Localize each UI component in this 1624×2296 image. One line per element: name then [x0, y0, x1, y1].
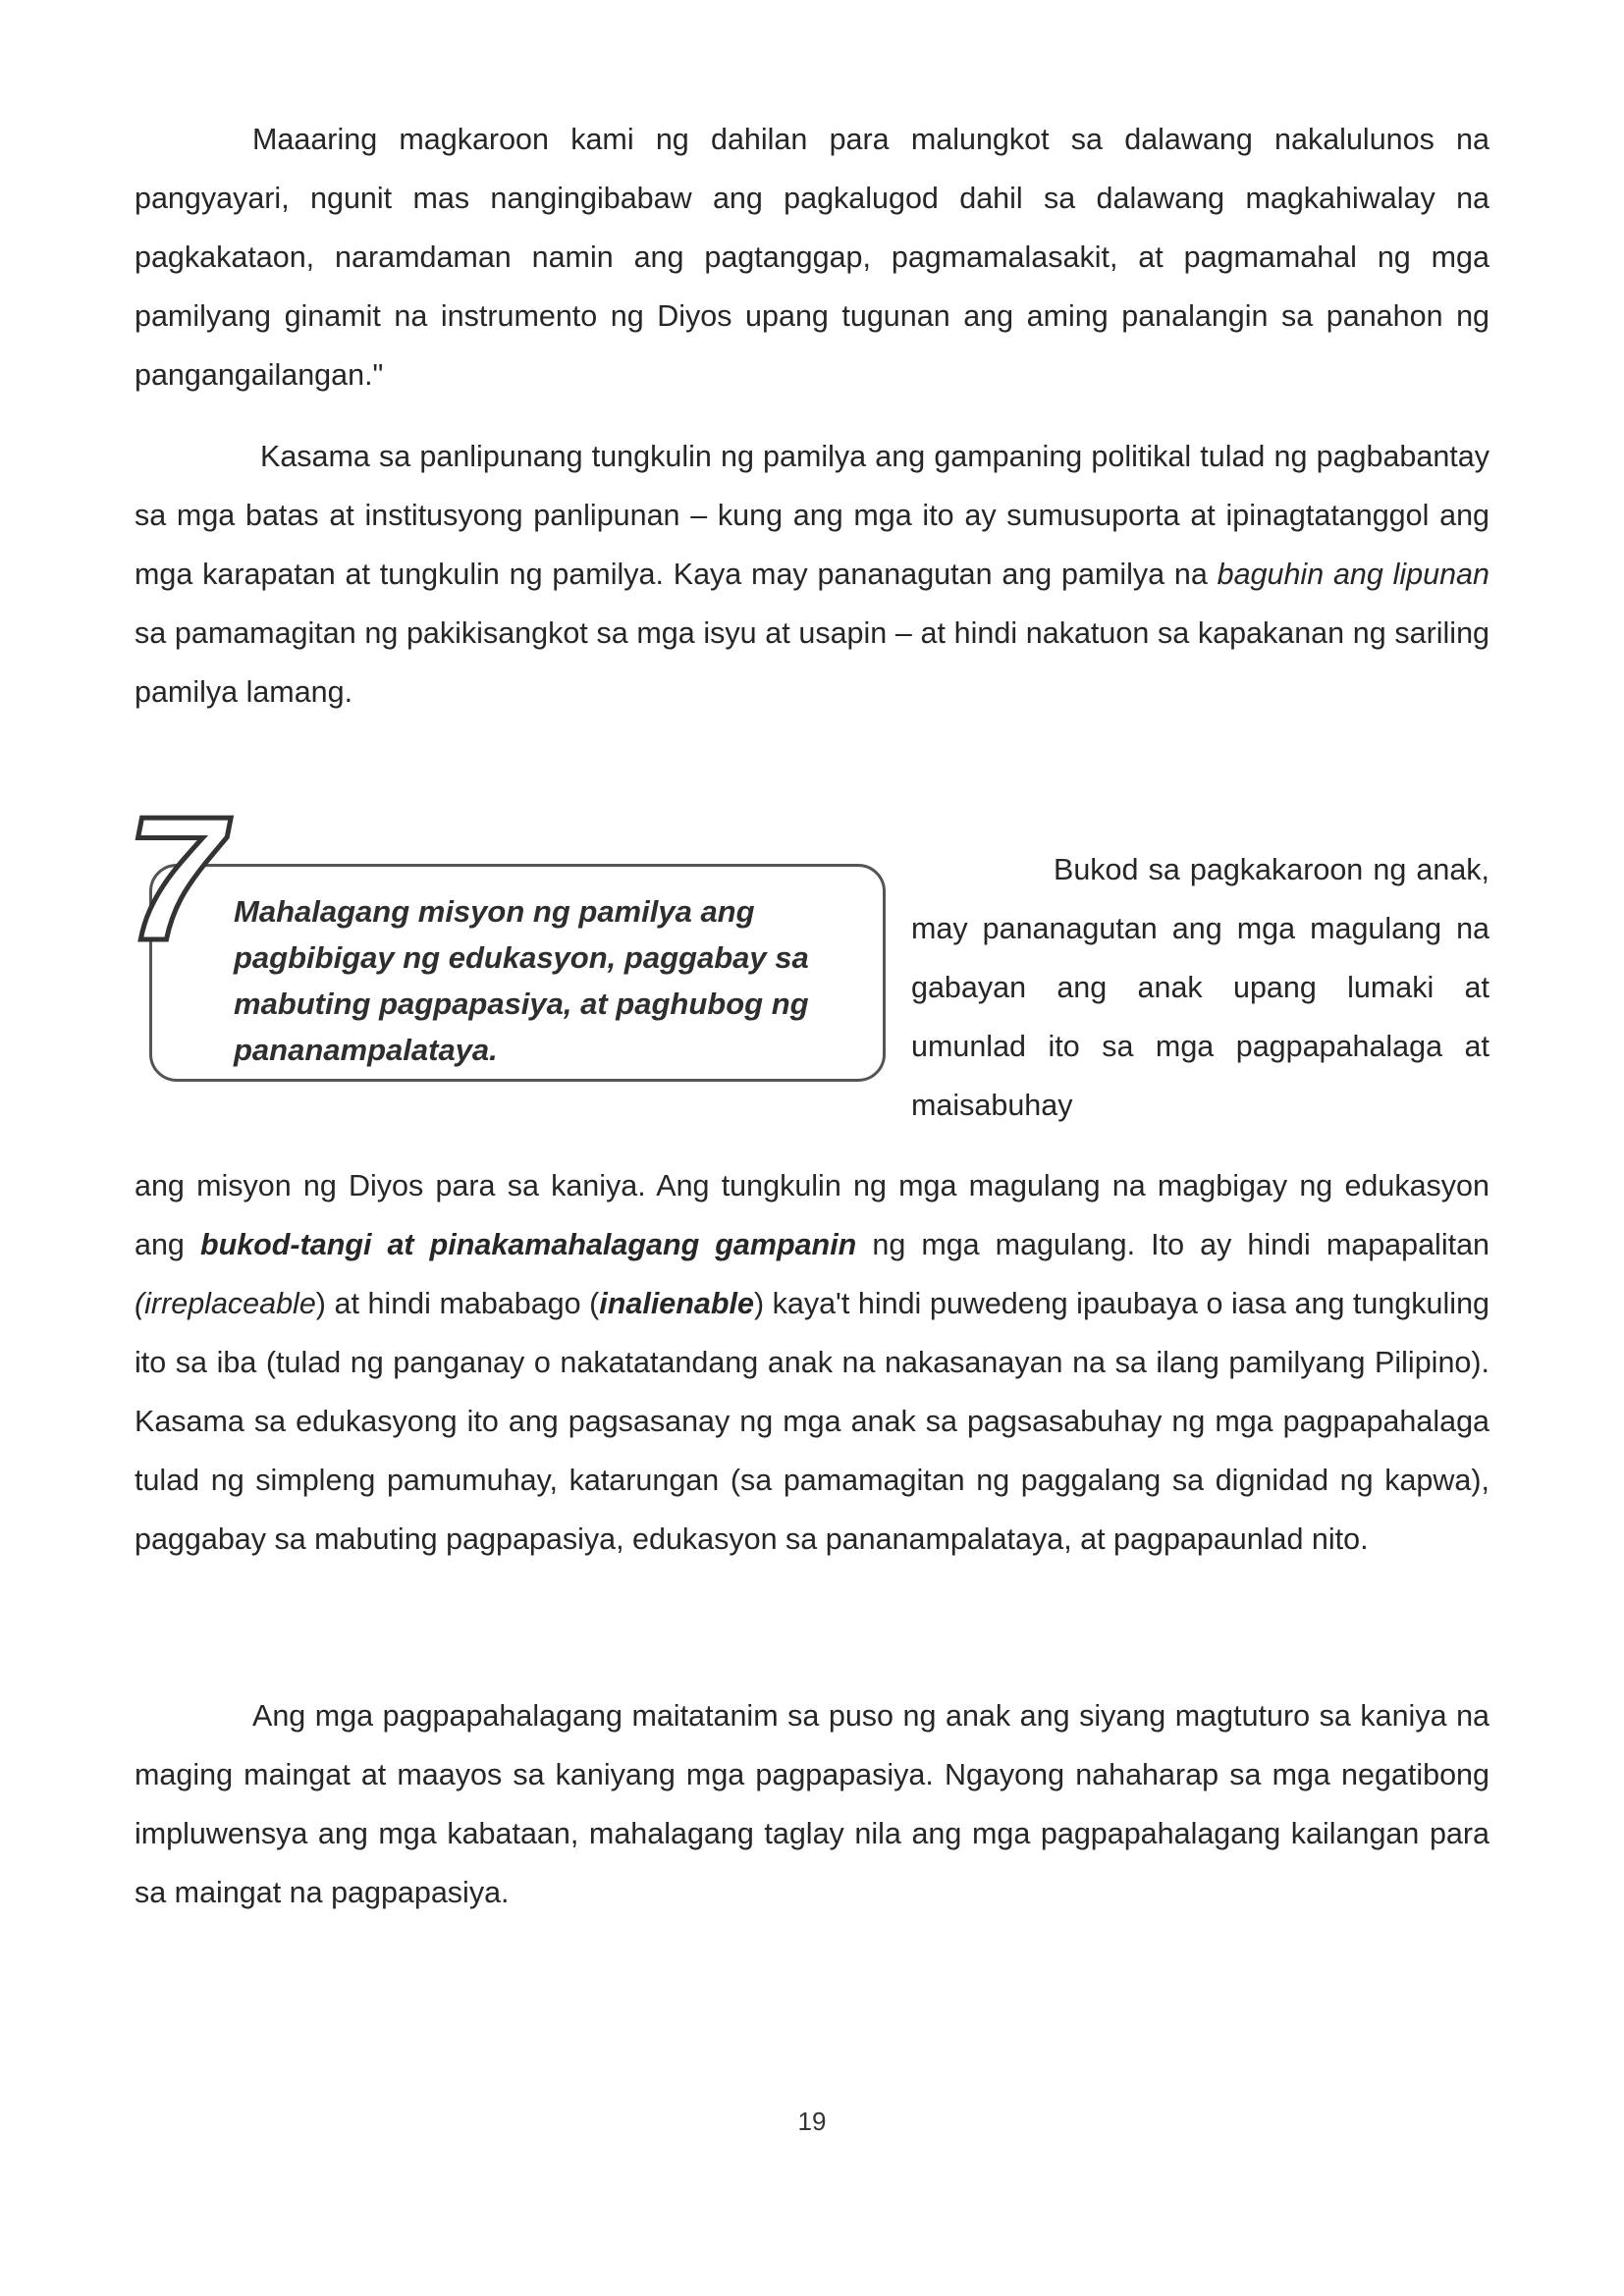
paragraph-3-emphasis-2: (irreplaceable [135, 1287, 316, 1320]
key-point-number: 7 [126, 780, 225, 978]
key-point-text: Mahalagang misyon ng pamilya ang pagbibigay ng edukasyon, paggabay sa mabuting pagpapasiya, at paghubog ng pananampalataya. [234, 894, 809, 1067]
paragraph-3-emphasis-1: bukod-tangi at pinakamahalagang gampanin [199, 1228, 857, 1261]
paragraph-1: Maaaring magkaroon kami ng dahilan para malungkot sa dalawang nakalulunos na pangyayari, ngunit mas nangingibabaw ang pagkalugod dahil sa dalawang magkahiwalay na pagkakataon, naramdaman namin ang pagtanggap, pagmamalasakit, at pagmamahal ng mga pamilyang ginamit na instrumento ng Diyos upang tugunan ang aming panalangin sa panahon ng pangangailangan." [135, 123, 1489, 392]
paragraph-3-text-b: ng mga magulang. Ito ay hindi mapapalitan [856, 1228, 1490, 1261]
paragraph-3 [135, 1156, 1489, 1569]
paragraph-2 [135, 427, 1489, 721]
paragraph-2-text-b: sa pamamagitan ng pakikisangkot sa mga isyu at usapin – at hindi nakatuon sa kapakanan ng sariling pamilya lamang. [135, 616, 1489, 709]
paragraph-2-text-a: Kasama sa panlipunang tungkulin ng pamilya ang gampaning politikal tulad ng pagbabantay sa mga batas at institusyong panlipunan – kung ang mga ito ay sumusuporta at ipinagtatanggol ang mga karapatan at tungkulin ng pamilya. Kaya may pananagutan ang pamilya na [135, 440, 1489, 591]
key-point-callout-box [149, 864, 886, 1082]
paragraph-3-text-d: ) kaya't hindi puwedeng ipaubaya o iasa ang tungkuling ito sa iba (tulad ng panganay o nakatatandang anak na nakasanayan na sa ilang pamilyang Pilipino). Kasama sa edukasyong ito ang pagsasanay ng mga anak sa pagsasabuhay ng mga pagpapahalaga tulad ng simpleng pamumuhay, katarungan (sa pamamagitan ng paggalang sa dignidad ng kapwa), paggabay sa mabuting pagpapasiya, edukasyon sa pananampalataya, at pagpapaunlad nito. [135, 1287, 1489, 1556]
paragraph-3-beside-callout: Bukod sa pagkakaroon ng anak, may pananagutan ang mga magulang na gabayan ang anak upang lumaki at umunlad ito sa mga pagpapahalaga at maisabuhay [911, 853, 1489, 1122]
paragraph-3-emphasis-3: inalienable [599, 1287, 754, 1320]
paragraph-3-text-a: ang misyon ng Diyos para sa kaniya. Ang tungkulin ng mga magulang na magbigay ng edukasyon ang [135, 1169, 1489, 1261]
paragraph-4: Ang mga pagpapahalagang maitatanim sa puso ng anak ang siyang magtuturo sa kaniya na maging maingat at maayos sa kaniyang mga pagpapasiya. Ngayong nahaharap sa mga negatibong impluwensya ang mga kabataan, mahalagang taglay nila ang mga pagpapahalagang kailangan para sa maingat na pagpapasiya. [135, 1699, 1489, 1909]
paragraph-3-text-c: ) at hindi mababago ( [315, 1287, 600, 1320]
page-number: 19 [797, 2107, 827, 2136]
paragraph-2-emphasis: baguhin ang lipunan [1217, 558, 1489, 591]
